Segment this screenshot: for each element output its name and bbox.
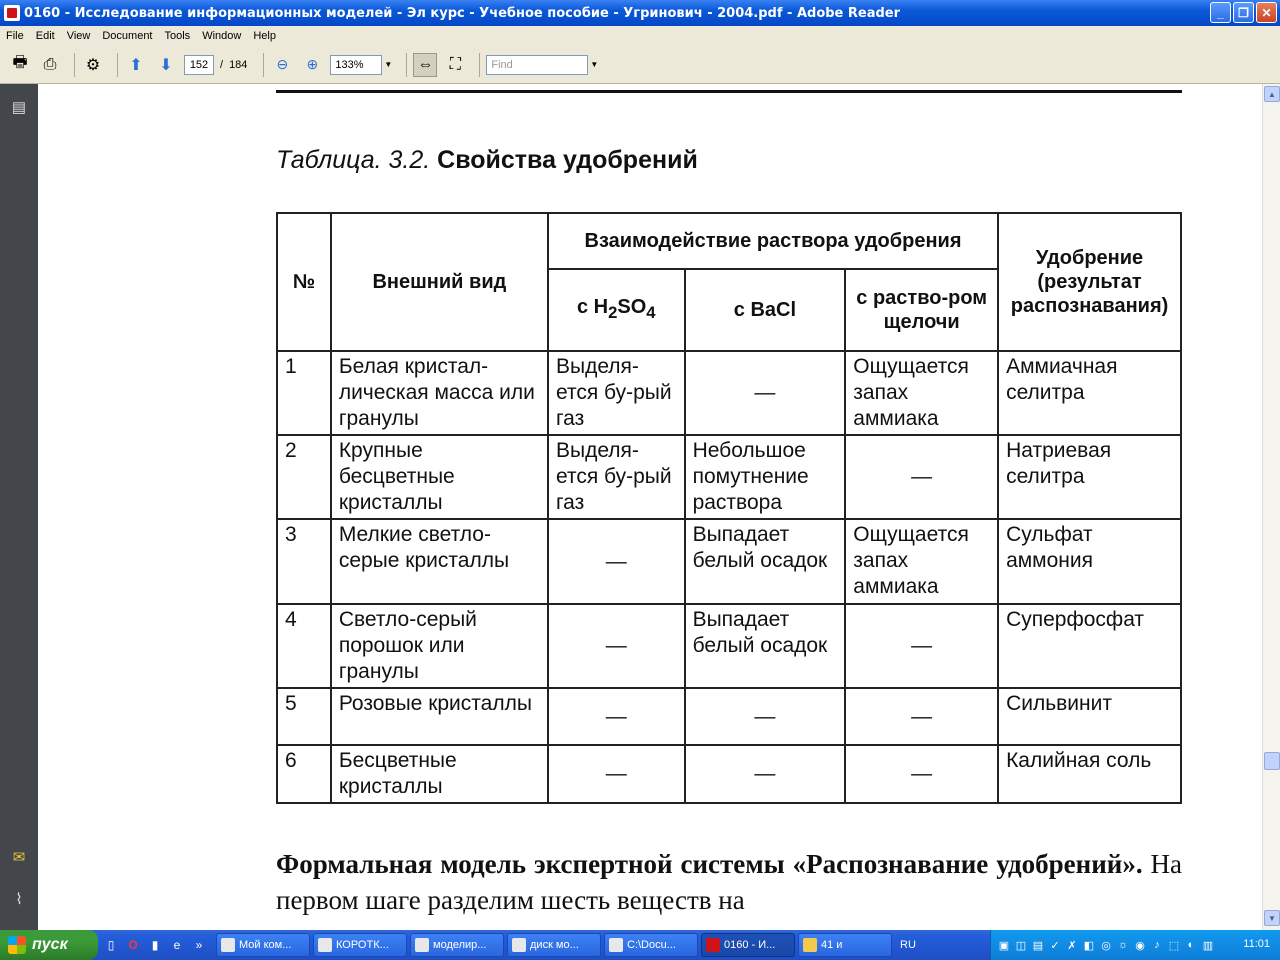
comments-icon[interactable]: ✉ — [12, 849, 26, 866]
document-icon[interactable]: ▯ — [107, 938, 115, 952]
print-setup-icon[interactable]: ⎙ — [43, 55, 57, 73]
task-button[interactable] — [507, 933, 601, 957]
opera-icon[interactable]: O — [128, 938, 138, 952]
cell-result: Аммиачная селитра — [998, 351, 1181, 435]
menu-document[interactable]: Document — [102, 30, 153, 42]
task-label: моделир... — [433, 939, 487, 951]
header-result: Удобрение (результат распознавания) — [998, 213, 1181, 351]
tray-icon[interactable]: ◧ — [1083, 939, 1095, 952]
cell-num: 5 — [277, 688, 331, 745]
settings-icon[interactable]: ⚙ — [85, 56, 101, 74]
header-appearance: Внешний вид — [331, 213, 548, 351]
quick-launch — [98, 936, 212, 954]
taskbar — [0, 930, 1280, 960]
caption-title: Свойства удобрений — [437, 146, 698, 174]
cell-appearance: Светло-серый порошок или гранулы — [331, 604, 548, 688]
cell-bacl: Выпадает белый осадок — [685, 519, 846, 604]
menu-window[interactable]: Window — [202, 30, 242, 42]
window-title: 0160 - Исследование информационных моделей - Эл курс - Учебное пособие - Угринович - 2004.pdf - Adobe Reader — [24, 5, 901, 21]
table-row — [277, 435, 1181, 519]
adobe-reader-icon — [4, 5, 20, 21]
toolbar-divider — [479, 53, 480, 77]
fit-page-icon[interactable]: ⛶ — [449, 55, 461, 73]
windows-logo-icon — [8, 936, 26, 954]
cell-num: 3 — [277, 519, 331, 604]
fertilizer-table — [276, 212, 1182, 804]
system-tray — [990, 930, 1280, 960]
tray-icon[interactable]: ◎ — [1101, 939, 1111, 952]
toolbar-divider — [74, 53, 75, 77]
cell-result: Натриевая селитра — [998, 435, 1181, 519]
cell-alkali: Ощущается запах аммиака — [845, 519, 998, 604]
tray-icon[interactable]: ◫ — [1015, 939, 1027, 952]
cell-h2so4: — — [548, 688, 685, 745]
navigation-panel — [0, 84, 38, 930]
zoom-out-icon[interactable]: ⊖ — [276, 56, 289, 72]
cell-bacl: — — [685, 351, 846, 435]
task-label: 41 и — [821, 939, 843, 951]
document-view[interactable] — [38, 84, 1262, 930]
task-label: 0160 - И... — [724, 939, 776, 951]
cell-alkali: — — [845, 745, 998, 803]
cell-h2so4: Выделя-ется бу-рый газ — [548, 351, 685, 435]
page-separator: / — [220, 58, 224, 71]
more-icon[interactable]: » — [195, 938, 203, 952]
menu-view[interactable]: View — [66, 30, 91, 42]
task-button[interactable] — [798, 933, 892, 957]
paragraph-lead: Формальная модель экспертной системы «Распознавание удобрений». — [276, 849, 1143, 879]
task-list — [212, 933, 892, 957]
cell-bacl: Выпадает белый осадок — [685, 604, 846, 688]
page-total: 184 — [229, 58, 248, 71]
cell-bacl: — — [685, 745, 846, 803]
header-h2so4 — [548, 269, 685, 351]
header-bacl: с BaCl — [685, 269, 846, 351]
zoom-select[interactable] — [330, 55, 382, 75]
cell-result: Суперфосфат — [998, 604, 1181, 688]
task-label: Мой ком... — [239, 939, 292, 951]
clock[interactable]: 11:01 — [1243, 938, 1270, 950]
next-page-icon[interactable]: ⬇ — [159, 56, 173, 74]
tray-icon[interactable]: ◐ — [1187, 939, 1195, 951]
scroll-down-icon[interactable]: ▼ — [1264, 910, 1280, 926]
cell-h2so4: — — [548, 745, 685, 803]
media-icon[interactable]: ▮ — [151, 938, 159, 952]
cell-num: 2 — [277, 435, 331, 519]
toolbar-divider — [406, 53, 407, 77]
menu-bar — [0, 26, 1280, 46]
body-paragraph — [276, 846, 1182, 918]
zoom-in-icon[interactable]: ⊕ — [306, 56, 319, 72]
caption-label: Таблица. 3.2. — [276, 146, 431, 174]
tray-icon[interactable]: ◉ — [1135, 939, 1145, 952]
start-button[interactable] — [0, 930, 98, 960]
zoom-value: 133% — [335, 58, 364, 71]
cell-num: 4 — [277, 604, 331, 688]
cell-appearance: Мелкие светло-серые кристаллы — [331, 519, 548, 604]
task-button[interactable] — [701, 933, 795, 957]
pages-icon[interactable]: ▤ — [11, 99, 27, 116]
toolbar — [0, 46, 1280, 84]
toolbar-divider — [263, 53, 264, 77]
table-row — [277, 688, 1181, 745]
paragraph-text: На первом шаге разделим шесть веществ на — [276, 849, 1182, 915]
task-button[interactable] — [313, 933, 407, 957]
tray-icon[interactable]: ▥ — [1202, 939, 1214, 952]
page-number-input[interactable]: 152 — [184, 55, 214, 75]
chevron-down-icon[interactable]: ▼ — [384, 60, 393, 69]
print-icon[interactable]: 🖶 — [12, 54, 28, 71]
ie-icon[interactable]: e — [173, 938, 181, 952]
tray-icon[interactable]: ☼ — [1117, 939, 1129, 951]
toolbar-divider — [117, 53, 118, 77]
cell-h2so4: Выделя-ется бу-рый газ — [548, 435, 685, 519]
previous-page-icon[interactable]: ⬆ — [129, 56, 143, 74]
explorer-icon — [609, 938, 623, 952]
vertical-scrollbar[interactable] — [1262, 84, 1280, 930]
maximize-button[interactable]: ❐ — [1233, 2, 1254, 23]
cell-result: Сульфат аммония — [998, 519, 1181, 604]
task-label: C:\Docu... — [627, 939, 676, 951]
cell-bacl: Небольшое помутнение раствора — [685, 435, 846, 519]
header-alkali: с раство-ром щелочи — [845, 269, 998, 351]
cell-appearance: Белая кристал-лическая масса или гранулы — [331, 351, 548, 435]
tray-icon[interactable]: ⬚ — [1168, 939, 1180, 952]
task-button[interactable] — [410, 933, 504, 957]
h2so4-so: SO — [617, 296, 647, 318]
cell-appearance: Крупные бесцветные кристаллы — [331, 435, 548, 519]
header-num: № — [277, 213, 331, 351]
table-row — [277, 351, 1181, 435]
cell-h2so4: — — [548, 519, 685, 604]
task-button[interactable] — [216, 933, 310, 957]
close-button[interactable]: ✕ — [1256, 2, 1277, 23]
menu-tools[interactable]: Tools — [164, 30, 191, 42]
menu-edit[interactable]: Edit — [35, 30, 55, 42]
page-rule — [276, 90, 1182, 93]
chevron-down-icon[interactable]: ▼ — [590, 60, 599, 69]
tray-icon[interactable]: ✓ — [1050, 939, 1060, 952]
app-icon — [415, 938, 429, 952]
cell-appearance: Розовые кристаллы — [331, 688, 548, 745]
volume-icon[interactable]: ♪ — [1154, 939, 1160, 951]
h2so4-subscript-4: 4 — [646, 303, 656, 322]
cell-bacl: — — [685, 688, 846, 745]
h2so4-subscript-2: 2 — [608, 303, 618, 322]
tray-icon[interactable]: ✗ — [1067, 939, 1077, 952]
task-button[interactable] — [604, 933, 698, 957]
h2so4-prefix: с H — [576, 296, 609, 318]
table-caption — [276, 146, 698, 175]
cell-result: Калийная соль — [998, 745, 1181, 803]
start-label: пуск — [32, 936, 68, 953]
minimize-button[interactable]: _ — [1210, 2, 1231, 23]
scroll-up-icon[interactable]: ▲ — [1264, 86, 1280, 102]
pdf-icon — [706, 938, 720, 952]
cell-num: 1 — [277, 351, 331, 435]
cell-alkali: Ощущается запах аммиака — [845, 351, 998, 435]
scroll-thumb[interactable] — [1264, 752, 1280, 770]
find-input[interactable]: Find — [486, 55, 588, 75]
cell-alkali: — — [845, 688, 998, 745]
app-icon — [512, 938, 526, 952]
cell-alkali: — — [845, 604, 998, 688]
menu-help[interactable]: Help — [253, 30, 276, 42]
tray-icon[interactable]: ▣ — [998, 939, 1010, 952]
menu-file[interactable]: File — [6, 30, 24, 42]
fit-width-icon[interactable]: ⇔ — [413, 53, 437, 77]
folder-icon — [803, 938, 817, 952]
task-label: диск мо... — [530, 939, 579, 951]
table-row — [277, 745, 1181, 803]
cell-h2so4: — — [548, 604, 685, 688]
cell-num: 6 — [277, 745, 331, 803]
cell-result: Сильвинит — [998, 688, 1181, 745]
network-icon[interactable]: ▤ — [1032, 939, 1044, 952]
table-row — [277, 519, 1181, 604]
table-row — [277, 604, 1181, 688]
cell-appearance: Бесцветные кристаллы — [331, 745, 548, 803]
window-titlebar[interactable] — [0, 0, 1280, 26]
task-label: КОРОТК... — [336, 939, 389, 951]
computer-icon — [221, 938, 235, 952]
cell-alkali: — — [845, 435, 998, 519]
header-interaction: Взаимодействие раствора удобрения — [548, 213, 998, 269]
disk-icon — [318, 938, 332, 952]
attachments-icon[interactable]: ⌇ — [15, 891, 23, 908]
language-indicator[interactable]: RU — [900, 939, 916, 951]
